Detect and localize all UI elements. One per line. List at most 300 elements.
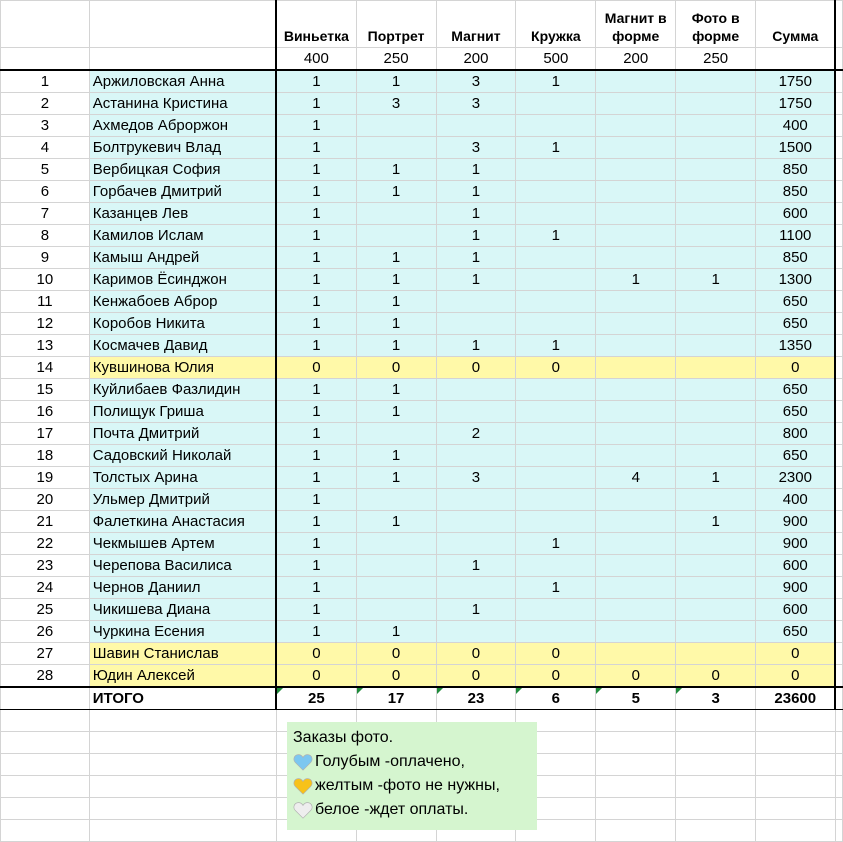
order-cell[interactable] <box>596 577 676 599</box>
student-name[interactable]: Аржиловская Анна <box>89 70 276 93</box>
order-cell[interactable] <box>436 379 516 401</box>
cell[interactable] <box>756 732 836 754</box>
price-cell[interactable]: 250 <box>676 48 756 71</box>
order-cell[interactable]: 1 <box>356 621 436 643</box>
cell[interactable] <box>835 291 842 313</box>
cell[interactable] <box>835 577 842 599</box>
column-header-2[interactable]: Портрет <box>356 1 436 48</box>
order-cell[interactable]: 1 <box>276 401 356 423</box>
order-cell[interactable] <box>596 511 676 533</box>
order-cell[interactable] <box>676 93 756 115</box>
order-cell[interactable] <box>436 489 516 511</box>
cell[interactable] <box>756 754 836 776</box>
order-cell[interactable]: 1 <box>436 159 516 181</box>
order-cell[interactable] <box>516 489 596 511</box>
order-cell[interactable] <box>436 533 516 555</box>
order-cell[interactable] <box>356 599 436 621</box>
order-cell[interactable] <box>596 93 676 115</box>
header-blank-cell[interactable] <box>1 1 90 48</box>
sum-cell[interactable]: 1750 <box>756 70 836 93</box>
cell[interactable] <box>756 776 836 798</box>
cell[interactable] <box>89 710 276 732</box>
order-cell[interactable]: 1 <box>276 70 356 93</box>
cell[interactable] <box>835 1 842 48</box>
order-cell[interactable]: 0 <box>276 357 356 379</box>
price-cell[interactable]: 200 <box>436 48 516 71</box>
row-number[interactable]: 4 <box>1 137 90 159</box>
cell[interactable] <box>835 137 842 159</box>
order-cell[interactable] <box>356 489 436 511</box>
column-header-sum[interactable]: Сумма <box>756 1 836 48</box>
order-cell[interactable]: 0 <box>356 643 436 665</box>
row-number[interactable]: 17 <box>1 423 90 445</box>
student-name[interactable]: Ахмедов Аброржон <box>89 115 276 137</box>
row-number[interactable]: 18 <box>1 445 90 467</box>
order-cell[interactable] <box>596 555 676 577</box>
sum-cell[interactable]: 850 <box>756 247 836 269</box>
order-cell[interactable]: 1 <box>276 159 356 181</box>
column-header-6[interactable]: Фото в форме <box>676 1 756 48</box>
cell[interactable] <box>676 732 756 754</box>
order-cell[interactable]: 1 <box>276 269 356 291</box>
order-cell[interactable] <box>676 70 756 93</box>
sum-cell[interactable]: 650 <box>756 379 836 401</box>
order-cell[interactable]: 0 <box>436 665 516 688</box>
order-cell[interactable]: 1 <box>516 137 596 159</box>
order-cell[interactable] <box>356 225 436 247</box>
student-name[interactable]: Камыш Андрей <box>89 247 276 269</box>
order-cell[interactable]: 1 <box>356 401 436 423</box>
total-cell[interactable]: 17 <box>356 687 436 710</box>
cell[interactable] <box>676 820 756 842</box>
cell[interactable] <box>596 754 676 776</box>
order-cell[interactable]: 3 <box>436 137 516 159</box>
order-cell[interactable]: 1 <box>276 621 356 643</box>
cell[interactable] <box>835 48 842 71</box>
column-header-3[interactable]: Магнит <box>436 1 516 48</box>
order-cell[interactable]: 1 <box>356 291 436 313</box>
order-cell[interactable] <box>356 137 436 159</box>
cell[interactable] <box>676 710 756 732</box>
student-name[interactable]: Юдин Алексей <box>89 665 276 688</box>
order-cell[interactable] <box>596 291 676 313</box>
column-header-4[interactable]: Кружка <box>516 1 596 48</box>
sum-cell[interactable]: 600 <box>756 203 836 225</box>
order-cell[interactable]: 3 <box>436 70 516 93</box>
sum-cell[interactable]: 1300 <box>756 269 836 291</box>
cell[interactable] <box>835 555 842 577</box>
order-cell[interactable]: 1 <box>356 467 436 489</box>
cell[interactable] <box>756 820 836 842</box>
student-name[interactable]: Кувшинова Юлия <box>89 357 276 379</box>
row-number[interactable]: 7 <box>1 203 90 225</box>
order-cell[interactable]: 0 <box>356 357 436 379</box>
order-cell[interactable] <box>436 445 516 467</box>
order-cell[interactable]: 1 <box>276 423 356 445</box>
row-number[interactable]: 1 <box>1 70 90 93</box>
price-cell[interactable]: 200 <box>596 48 676 71</box>
order-cell[interactable] <box>676 291 756 313</box>
order-cell[interactable]: 2 <box>436 423 516 445</box>
cell[interactable] <box>1 710 90 732</box>
order-cell[interactable]: 1 <box>276 313 356 335</box>
order-cell[interactable] <box>676 357 756 379</box>
cell[interactable] <box>835 533 842 555</box>
order-cell[interactable] <box>596 115 676 137</box>
sum-cell[interactable]: 600 <box>756 555 836 577</box>
sum-cell[interactable]: 0 <box>756 357 836 379</box>
cell[interactable] <box>835 423 842 445</box>
order-cell[interactable] <box>676 247 756 269</box>
order-cell[interactable] <box>596 643 676 665</box>
sum-cell[interactable]: 600 <box>756 599 836 621</box>
order-cell[interactable]: 1 <box>276 511 356 533</box>
student-name[interactable]: Чернов Даниил <box>89 577 276 599</box>
cell[interactable] <box>89 754 276 776</box>
sum-cell[interactable]: 650 <box>756 621 836 643</box>
order-cell[interactable]: 1 <box>276 599 356 621</box>
row-number[interactable]: 22 <box>1 533 90 555</box>
student-name[interactable]: Почта Дмитрий <box>89 423 276 445</box>
order-cell[interactable] <box>596 247 676 269</box>
cell[interactable] <box>596 820 676 842</box>
sum-cell[interactable]: 900 <box>756 577 836 599</box>
student-name[interactable]: Полищук Гриша <box>89 401 276 423</box>
row-number[interactable]: 24 <box>1 577 90 599</box>
order-cell[interactable]: 1 <box>276 291 356 313</box>
student-name[interactable]: Космачев Давид <box>89 335 276 357</box>
order-cell[interactable]: 1 <box>276 93 356 115</box>
student-name[interactable]: Казанцев Лев <box>89 203 276 225</box>
order-cell[interactable]: 1 <box>276 533 356 555</box>
order-cell[interactable] <box>356 577 436 599</box>
order-cell[interactable]: 3 <box>356 93 436 115</box>
order-cell[interactable]: 1 <box>276 137 356 159</box>
cell[interactable] <box>1 48 90 71</box>
order-cell[interactable] <box>516 203 596 225</box>
sum-cell[interactable]: 0 <box>756 665 836 688</box>
student-name[interactable]: Болтрукевич Влад <box>89 137 276 159</box>
order-cell[interactable]: 1 <box>276 379 356 401</box>
cell[interactable] <box>835 732 842 754</box>
student-name[interactable]: Фалеткина Анастасия <box>89 511 276 533</box>
order-cell[interactable]: 1 <box>356 335 436 357</box>
order-cell[interactable] <box>516 159 596 181</box>
cell[interactable] <box>835 710 842 732</box>
student-name[interactable]: Толстых Арина <box>89 467 276 489</box>
cell[interactable] <box>835 203 842 225</box>
row-number[interactable]: 6 <box>1 181 90 203</box>
student-name[interactable]: Садовский Николай <box>89 445 276 467</box>
sum-cell[interactable]: 1750 <box>756 93 836 115</box>
order-cell[interactable]: 1 <box>276 489 356 511</box>
order-cell[interactable] <box>596 401 676 423</box>
order-cell[interactable] <box>596 599 676 621</box>
order-cell[interactable] <box>516 555 596 577</box>
student-name[interactable]: Коробов Никита <box>89 313 276 335</box>
order-cell[interactable]: 1 <box>276 225 356 247</box>
order-cell[interactable] <box>436 401 516 423</box>
cell[interactable] <box>835 599 842 621</box>
cell[interactable] <box>835 357 842 379</box>
order-cell[interactable] <box>676 555 756 577</box>
order-cell[interactable] <box>516 247 596 269</box>
total-cell[interactable]: 5 <box>596 687 676 710</box>
student-name[interactable]: Астанина Кристина <box>89 93 276 115</box>
cell[interactable] <box>835 70 842 93</box>
cell[interactable] <box>835 401 842 423</box>
order-cell[interactable] <box>596 70 676 93</box>
sum-cell[interactable]: 2300 <box>756 467 836 489</box>
cell[interactable] <box>1 798 90 820</box>
order-cell[interactable]: 0 <box>436 357 516 379</box>
total-cell[interactable]: 6 <box>516 687 596 710</box>
order-cell[interactable] <box>676 313 756 335</box>
order-cell[interactable]: 0 <box>356 665 436 688</box>
total-cell[interactable]: 25 <box>276 687 356 710</box>
order-cell[interactable] <box>516 445 596 467</box>
order-cell[interactable] <box>516 599 596 621</box>
order-cell[interactable]: 0 <box>436 643 516 665</box>
order-cell[interactable] <box>436 511 516 533</box>
cell[interactable] <box>835 467 842 489</box>
order-cell[interactable]: 1 <box>436 203 516 225</box>
order-cell[interactable] <box>676 489 756 511</box>
sum-cell[interactable]: 650 <box>756 291 836 313</box>
student-name[interactable]: Чекмышев Артем <box>89 533 276 555</box>
sum-cell[interactable]: 900 <box>756 511 836 533</box>
order-cell[interactable]: 1 <box>676 269 756 291</box>
sum-cell[interactable]: 650 <box>756 445 836 467</box>
row-number[interactable]: 27 <box>1 643 90 665</box>
order-cell[interactable]: 1 <box>356 379 436 401</box>
student-name[interactable]: Вербицкая София <box>89 159 276 181</box>
cell[interactable] <box>1 776 90 798</box>
order-cell[interactable] <box>676 533 756 555</box>
order-cell[interactable] <box>676 423 756 445</box>
order-cell[interactable]: 1 <box>276 181 356 203</box>
total-cell[interactable]: 23 <box>436 687 516 710</box>
order-cell[interactable]: 1 <box>436 181 516 203</box>
cell[interactable] <box>1 820 90 842</box>
cell[interactable] <box>596 776 676 798</box>
order-cell[interactable]: 0 <box>516 643 596 665</box>
order-cell[interactable] <box>596 533 676 555</box>
order-cell[interactable] <box>596 313 676 335</box>
cell[interactable] <box>1 754 90 776</box>
order-cell[interactable] <box>676 203 756 225</box>
cell[interactable] <box>835 93 842 115</box>
order-cell[interactable]: 1 <box>276 445 356 467</box>
total-label[interactable]: ИТОГО <box>89 687 276 710</box>
student-name[interactable]: Ульмер Дмитрий <box>89 489 276 511</box>
cell[interactable] <box>835 798 842 820</box>
cell[interactable] <box>835 820 842 842</box>
order-cell[interactable]: 0 <box>596 665 676 688</box>
column-header-5[interactable]: Магнит в форме <box>596 1 676 48</box>
row-number[interactable]: 16 <box>1 401 90 423</box>
cell[interactable] <box>835 225 842 247</box>
order-cell[interactable] <box>516 93 596 115</box>
cell[interactable] <box>835 643 842 665</box>
cell[interactable] <box>835 159 842 181</box>
student-name[interactable]: Горбачев Дмитрий <box>89 181 276 203</box>
cell[interactable] <box>835 313 842 335</box>
order-cell[interactable] <box>436 115 516 137</box>
sum-cell[interactable]: 0 <box>756 643 836 665</box>
order-cell[interactable] <box>596 423 676 445</box>
cell[interactable] <box>835 511 842 533</box>
order-cell[interactable]: 1 <box>596 269 676 291</box>
cell[interactable] <box>676 754 756 776</box>
student-name[interactable]: Шавин Станислав <box>89 643 276 665</box>
order-cell[interactable] <box>516 401 596 423</box>
cell[interactable] <box>89 798 276 820</box>
sum-cell[interactable]: 850 <box>756 181 836 203</box>
row-number[interactable]: 25 <box>1 599 90 621</box>
row-number[interactable]: 14 <box>1 357 90 379</box>
sum-cell[interactable]: 400 <box>756 489 836 511</box>
price-cell[interactable]: 500 <box>516 48 596 71</box>
order-cell[interactable]: 1 <box>436 269 516 291</box>
order-cell[interactable]: 1 <box>356 313 436 335</box>
order-cell[interactable]: 3 <box>436 467 516 489</box>
order-cell[interactable] <box>676 115 756 137</box>
column-header-1[interactable]: Виньетка <box>276 1 356 48</box>
cell[interactable] <box>835 181 842 203</box>
order-cell[interactable] <box>676 599 756 621</box>
row-number[interactable]: 9 <box>1 247 90 269</box>
total-sum[interactable]: 23600 <box>756 687 836 710</box>
order-cell[interactable]: 1 <box>356 159 436 181</box>
cell[interactable] <box>835 665 842 688</box>
order-cell[interactable] <box>596 137 676 159</box>
order-cell[interactable]: 1 <box>276 335 356 357</box>
cell[interactable] <box>89 776 276 798</box>
order-cell[interactable] <box>436 577 516 599</box>
student-name[interactable]: Каримов Ёсинджон <box>89 269 276 291</box>
order-cell[interactable] <box>516 379 596 401</box>
total-cell[interactable]: 3 <box>676 687 756 710</box>
cell[interactable] <box>756 48 836 71</box>
order-cell[interactable] <box>676 577 756 599</box>
order-cell[interactable]: 1 <box>516 533 596 555</box>
header-blank-cell[interactable] <box>89 1 276 48</box>
order-cell[interactable]: 1 <box>356 511 436 533</box>
sum-cell[interactable]: 650 <box>756 401 836 423</box>
order-cell[interactable] <box>516 313 596 335</box>
student-name[interactable]: Кенжабоев Аброр <box>89 291 276 313</box>
order-cell[interactable]: 0 <box>276 665 356 688</box>
order-cell[interactable]: 1 <box>276 467 356 489</box>
order-cell[interactable]: 1 <box>356 181 436 203</box>
order-cell[interactable]: 1 <box>516 70 596 93</box>
order-cell[interactable]: 1 <box>276 577 356 599</box>
row-number[interactable]: 28 <box>1 665 90 688</box>
sum-cell[interactable]: 800 <box>756 423 836 445</box>
order-cell[interactable] <box>676 643 756 665</box>
order-cell[interactable]: 0 <box>516 357 596 379</box>
order-cell[interactable]: 1 <box>356 70 436 93</box>
order-cell[interactable]: 1 <box>436 247 516 269</box>
order-cell[interactable] <box>596 379 676 401</box>
cell[interactable] <box>835 379 842 401</box>
order-cell[interactable] <box>436 291 516 313</box>
order-cell[interactable] <box>676 379 756 401</box>
sum-cell[interactable]: 400 <box>756 115 836 137</box>
cell[interactable] <box>676 776 756 798</box>
order-cell[interactable]: 1 <box>436 555 516 577</box>
order-cell[interactable] <box>356 555 436 577</box>
row-number[interactable]: 13 <box>1 335 90 357</box>
order-cell[interactable]: 1 <box>276 115 356 137</box>
student-name[interactable]: Камилов Ислам <box>89 225 276 247</box>
order-cell[interactable]: 1 <box>436 225 516 247</box>
sum-cell[interactable]: 900 <box>756 533 836 555</box>
row-number[interactable]: 11 <box>1 291 90 313</box>
order-cell[interactable] <box>356 203 436 225</box>
sum-cell[interactable]: 850 <box>756 159 836 181</box>
order-cell[interactable]: 3 <box>436 93 516 115</box>
order-cell[interactable]: 1 <box>356 247 436 269</box>
cell[interactable] <box>89 820 276 842</box>
cell[interactable] <box>1 687 90 710</box>
order-cell[interactable] <box>596 445 676 467</box>
row-number[interactable]: 3 <box>1 115 90 137</box>
order-cell[interactable] <box>436 621 516 643</box>
order-cell[interactable]: 1 <box>276 203 356 225</box>
cell[interactable] <box>835 269 842 291</box>
order-cell[interactable] <box>676 159 756 181</box>
cell[interactable] <box>835 115 842 137</box>
cell[interactable] <box>835 754 842 776</box>
order-cell[interactable]: 1 <box>436 599 516 621</box>
order-cell[interactable] <box>516 291 596 313</box>
student-name[interactable]: Чикишева Диана <box>89 599 276 621</box>
order-cell[interactable]: 0 <box>516 665 596 688</box>
student-name[interactable]: Черепова Василиса <box>89 555 276 577</box>
cell[interactable] <box>89 732 276 754</box>
order-cell[interactable] <box>516 269 596 291</box>
order-cell[interactable]: 1 <box>356 445 436 467</box>
order-cell[interactable] <box>676 401 756 423</box>
row-number[interactable]: 12 <box>1 313 90 335</box>
order-cell[interactable]: 0 <box>676 665 756 688</box>
order-cell[interactable] <box>516 511 596 533</box>
cell[interactable] <box>835 489 842 511</box>
row-number[interactable]: 19 <box>1 467 90 489</box>
cell[interactable] <box>835 445 842 467</box>
order-cell[interactable] <box>676 335 756 357</box>
sum-cell[interactable]: 1500 <box>756 137 836 159</box>
order-cell[interactable] <box>516 423 596 445</box>
row-number[interactable]: 2 <box>1 93 90 115</box>
order-cell[interactable] <box>516 181 596 203</box>
row-number[interactable]: 23 <box>1 555 90 577</box>
order-cell[interactable]: 1 <box>516 335 596 357</box>
sum-cell[interactable]: 1100 <box>756 225 836 247</box>
order-cell[interactable] <box>596 489 676 511</box>
cell[interactable] <box>835 335 842 357</box>
row-number[interactable]: 5 <box>1 159 90 181</box>
order-cell[interactable]: 1 <box>436 335 516 357</box>
order-cell[interactable] <box>516 115 596 137</box>
order-cell[interactable] <box>676 621 756 643</box>
order-cell[interactable] <box>676 445 756 467</box>
price-cell[interactable]: 400 <box>276 48 356 71</box>
cell[interactable] <box>756 710 836 732</box>
order-cell[interactable] <box>596 357 676 379</box>
